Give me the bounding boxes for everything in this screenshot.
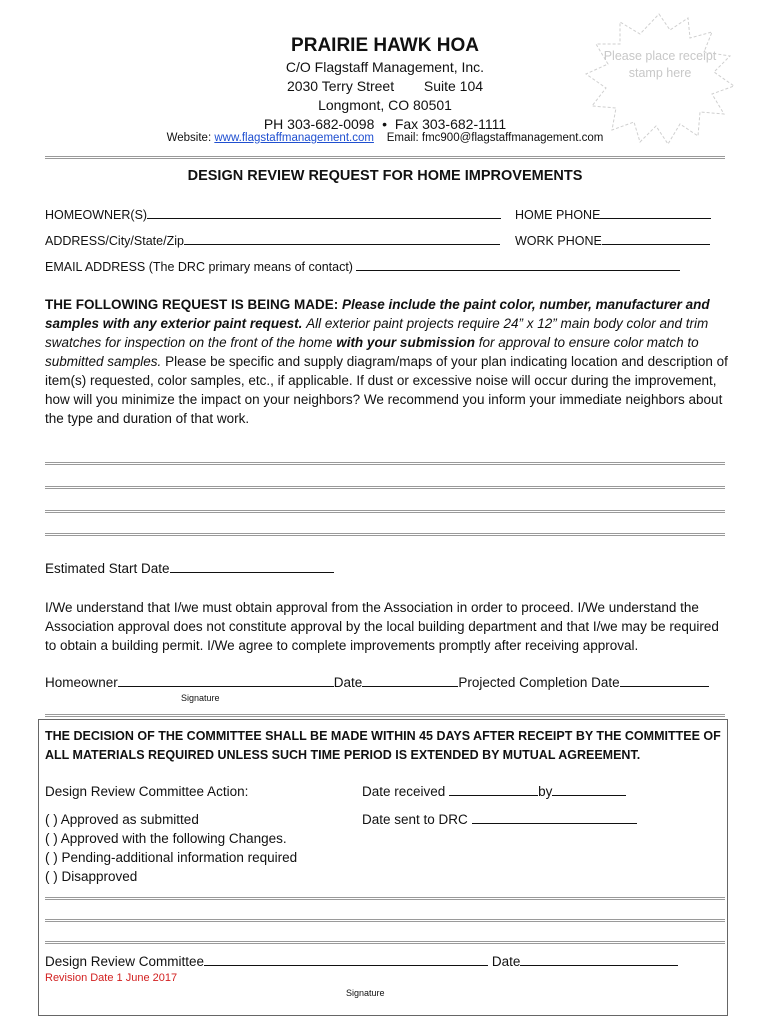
date-received-line[interactable] — [449, 784, 538, 796]
date-received-label: Date received — [362, 784, 446, 799]
home-phone-line[interactable] — [600, 207, 711, 219]
committee-signature-row — [45, 954, 678, 969]
date-label: Date — [333, 675, 363, 690]
homeowners-line[interactable] — [147, 207, 501, 219]
date-received-field[interactable] — [362, 784, 626, 799]
committee-label: Design Review Committee — [45, 954, 205, 969]
committee-date-line[interactable] — [520, 954, 678, 966]
option-approved[interactable]: ( ) Approved as submitted — [45, 812, 199, 827]
homeowner-signature-row — [45, 675, 709, 690]
by-label: by — [538, 784, 553, 799]
completion-date-label: Projected Completion Date — [458, 675, 620, 690]
description-line[interactable] — [45, 510, 725, 513]
date-line[interactable] — [362, 675, 458, 687]
care-of-line: C/O Flagstaff Management, Inc. — [285, 59, 485, 75]
start-date-line[interactable] — [170, 561, 334, 573]
bullet-separator: • — [382, 116, 388, 132]
homeowners-field[interactable] — [45, 207, 501, 222]
color-match-note: for approval to ensure color match to submitted samples. — [45, 335, 699, 369]
email-field[interactable] — [45, 259, 680, 274]
committee-notes-line[interactable] — [45, 897, 725, 900]
email-line[interactable] — [356, 259, 680, 271]
address-field[interactable] — [45, 233, 500, 248]
committee-notice: THE DECISION OF THE COMMITTEE SHALL BE MADE WITHIN 45 DAYS AFTER RECEIPT BY THE COMMITTEE OF ALL MATERIALS REQUIRED UNLESS SUCH TIME PERIOD IS EXTENDED BY MUTUAL AGREEMENT. — [45, 729, 721, 762]
committee-notes-line[interactable] — [45, 941, 725, 944]
signature-caption: Signature — [181, 693, 220, 703]
fax: Fax 303-682-1111 — [394, 116, 507, 132]
committee-action-label: Design Review Committee Action: — [45, 784, 249, 799]
email-address: fmc900@flagstaffmanagement.com — [421, 132, 604, 144]
email-label: Email: — [386, 132, 419, 144]
agreement-text: I/We understand that I/we must obtain approval from the Association in order to proceed. I/We understand the Association approval does not constitute approval by the local building department and that I/we may be required to obtain a building permit. I/We agree to complete improvements promptly after receiving approval. — [45, 600, 719, 653]
home-phone-label: HOME PHONE — [515, 208, 601, 222]
start-date-field[interactable] — [45, 561, 334, 576]
received-by-line[interactable] — [552, 784, 626, 796]
phone: PH 303-682-0098 — [263, 116, 375, 132]
completion-date-line[interactable] — [620, 675, 709, 687]
revision-date: Revision Date 1 June 2017 — [45, 972, 178, 984]
paint-requirement: Please include the paint color, number, manufacturer and samples with any exterior paint request. — [45, 297, 710, 331]
home-phone-field[interactable] — [515, 207, 711, 222]
work-phone-field[interactable] — [515, 233, 710, 248]
option-pending[interactable]: ( ) Pending-additional information required — [45, 850, 298, 865]
form-title: DESIGN REVIEW REQUEST FOR HOME IMPROVEMENTS — [187, 168, 583, 184]
description-line[interactable] — [45, 486, 725, 489]
start-date-label: Estimated Start Date — [45, 561, 170, 576]
section-divider — [45, 714, 725, 717]
street-line — [0, 78, 770, 94]
header-divider — [45, 156, 725, 159]
committee-date-label: Date — [491, 954, 521, 969]
date-sent-line[interactable] — [472, 812, 637, 824]
option-approved-with-changes[interactable]: ( ) Approved with the following Changes. — [45, 831, 287, 846]
submission-emphasis: with your submission — [336, 335, 475, 350]
address-label: ADDRESS/City/State/Zip — [45, 234, 184, 248]
request-lead: THE FOLLOWING REQUEST IS BEING MADE: — [45, 297, 339, 312]
website-line — [0, 132, 770, 144]
committee-signature-line[interactable] — [204, 954, 488, 966]
suite: Suite 104 — [423, 78, 484, 94]
address-line[interactable] — [184, 233, 500, 245]
request-instructions — [45, 295, 730, 428]
date-sent-field[interactable] — [362, 812, 637, 827]
street: 2030 Terry Street — [286, 78, 395, 94]
website-label: Website: — [166, 132, 212, 144]
description-line[interactable] — [45, 462, 725, 465]
swatch-requirement: All exterior paint projects require 24” x 12” main body color and trim swatches for inspection on the front of the home — [45, 316, 709, 350]
work-phone-label: WORK PHONE — [515, 234, 602, 248]
stamp-placeholder-text: Please place receipt stamp here — [603, 49, 717, 80]
email-field-label: EMAIL ADDRESS (The DRC primary means of contact) — [45, 260, 353, 274]
phone-line — [0, 116, 770, 132]
homeowner-label: Homeowner — [45, 675, 118, 690]
work-phone-line[interactable] — [602, 233, 710, 245]
hoa-name: PRAIRIE HAWK HOA — [291, 35, 479, 56]
homeowner-signature-line[interactable] — [118, 675, 334, 687]
option-disapproved[interactable]: ( ) Disapproved — [45, 869, 138, 884]
description-line[interactable] — [45, 533, 725, 536]
date-sent-label: Date sent to DRC — [362, 812, 468, 827]
website-link[interactable]: www.flagstaffmanagement.com — [214, 132, 374, 144]
committee-notes-line[interactable] — [45, 919, 725, 922]
city-line: Longmont, CO 80501 — [318, 97, 452, 113]
committee-signature-caption: Signature — [346, 988, 385, 998]
homeowners-label: HOMEOWNER(S) — [45, 208, 148, 222]
request-details: Please be specific and supply diagram/maps of your plan indicating location and description of item(s) requested, color samples, etc., if applicable. If dust or excessive noise will occur during the improvement, how will you minimize the impact on your neighbors? We recommend you inform your immediate neighbors about the type and duration of that work. — [45, 354, 728, 426]
